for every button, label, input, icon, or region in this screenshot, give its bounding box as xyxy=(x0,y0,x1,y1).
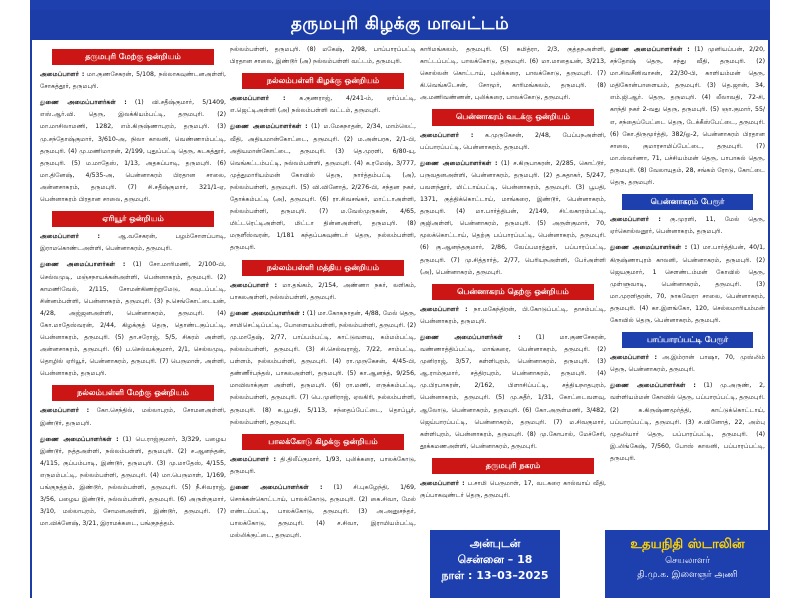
deputy-organisers-text: (1) வி.சதீஷ்குமார், 5/1409, எஸ்.ஆர்.வி. தெரு, இலக்கியம்பட்டி, தருமபுரி. (2) மா.மாசிலாமணி, 1282, எம்.கிருஷ்ணாபுரம், தருமபுரி. (3) மு.சந்தோஷ்குமார், 3/610-அ, நிலா காலனி, வெண்ணாம்பட்டி, தருமபுரி. (4) மு.மணிமாறன், 2/199, புதுப்பட்டி தெரு, கடகத்தூர், தருமபுரி. (5) ம.மாதேஸ், 1/13, அதகப்பாடி, தருமபுரி. (6) மா.தினேஷ், 4/535-அ, பென்னாகரம் பிரதான சாலை, அன்னசாகரம், தருமபுரி. (7) சி.சதீஷ்குமார், 321/1-ஏ, பென்னாகரம் பிரதான சாலை, தருமபுரி. xyxy=(40,99,226,204)
deputy-organisers-text: (1) பெ.ராஜ்குமார், 3/329, பழைய இண்டூர், நத்தஅள்ளி, நல்லம்பள்ளி, தருமபுரி. (2) ச.ஆனந்தன், 4/115, குப்பம்பாடி, இண்டூர், தருமபுரி. (3) மு.மாதேஸ், 4/155, எருமம்பட்டி, நல்லம்பள்ளி, தருமபுரி. (4) மா.பெருமாள், 1/169, பங்குநத்தம், இண்டூர், நல்லம்பள்ளி, தருமபுரி. (5) நீ.சிவராஜ், 3/56, பழைய இண்டூர், நல்லம்பள்ளி, தருமபுரி. (6) அருள்குமார், 3/10, மல்லாபுரம், சோமனஅள்ளி, இண்டூர், தருமபுரி. (7) மா.விக்னேஷ், 3/21, இராமக்கடை, பங்குநத்தம். xyxy=(40,435,227,528)
deputy-organisers-label: துணை அமைப்பாளர்கள் : xyxy=(420,159,498,167)
footer-date: நாள் : 13–03–2025 xyxy=(441,569,549,582)
deputy-organisers-paragraph xyxy=(230,482,416,542)
deputy-organisers-label: துணை அமைப்பாளர்கள் : xyxy=(610,244,688,252)
organiser-paragraph xyxy=(610,44,765,189)
deputy-organisers-text: (1) சி.புகழேந்தி, 1/69, சொக்கன்கொட்டாய், பாலக்கோடு, தருமபுரி. (2) கை.சிவா, மேல் எண்டப்பட்டி, பாலக்கோடு, தருமபுரி. (3) அ.அனுசந்தர், பாலக்கோடு, தருமபுரி. (4) ச.சிவா, இராமியம்பட்டி, மல்லிக்குட்டை, தருமபுரி. xyxy=(230,484,416,540)
footer-right-block xyxy=(605,530,770,598)
deputy-organisers-paragraph xyxy=(610,380,765,465)
organiser-label: அமைப்பாளர் : xyxy=(610,354,657,362)
section-heading: பென்னாகரம் பேரூர் xyxy=(622,194,753,210)
organiser-paragraph xyxy=(40,231,226,255)
organiser-text: அ.இம்ரான் பாஷா, 70, முஸ்லிம் தெரு, பென்னாகரம், தருமபுரி. xyxy=(610,354,765,374)
section-4-2 xyxy=(610,194,765,327)
organiser-label: அமைப்பாளர் : xyxy=(230,281,277,289)
organiser-paragraph xyxy=(230,93,416,117)
section-heading: பாப்பாரப்பட்டி பேரூர் xyxy=(622,332,753,348)
organiser-paragraph xyxy=(420,478,606,502)
deputy-organisers-text: (1) மு.அருண், 2, வள்ளியம்மன் கோவில் தெரு, பப்பாரப்பட்டி, தருமபுரி. (2) க.கிருஷ்ணமூர்த்தி, காட்டுக்கொட்டாய், பப்பாரப்பட்டி, தருமபுரி. (3) ச.வினோத், 22, அம்பு முதலியார் தெரு, பப்பாரப்பட்டி, தருமபுரி. (4) இ.லிங்கேஷ், 7/560, போஸ் காலனி, பப்பாரப்பட்டி, தருமபுரி. xyxy=(610,382,765,462)
section-1-1 xyxy=(40,49,226,206)
section-heading: ஏரியூர் ஒன்றியம் xyxy=(52,211,214,227)
organiser-text: கோ.செந்தில், மல்லாபுரம், சோமனஅள்ளி, இண்டூர், தருமபுரி. xyxy=(40,407,226,427)
section-heading: நல்லம்பள்ளி மத்திய ஒன்றியம் xyxy=(242,260,404,276)
deputy-organisers-paragraph xyxy=(230,308,416,429)
section-2-3 xyxy=(230,260,416,429)
organiser-text: ஆ.வசேகரன், பழம்சோளப்பாடி, இராமகொண்டஅள்ளி, பென்னாகரம், தருமபுரி. xyxy=(40,233,226,253)
organiser-paragraph xyxy=(230,454,416,478)
page-title: தருமபுரி கிழக்கு மாவட்டம் xyxy=(30,10,770,40)
organiser-label: அமைப்பாளர் : xyxy=(40,233,101,241)
organiser-label: அமைப்பாளர் : xyxy=(40,407,90,415)
organiser-text: காரிமங்கலம், தருமபுரி. (5) சுமித்ரா, 2/3, குத்தநஅள்ளி, காட்டப்பட்டி, பாலக்கோடு, தருமபுரி. (6) மா.மாதையன், 3/213, கொல்லன் கொட்டாய், புலிக்கரை, பாலக்கோடு, தருமபுரி. (7) கி.வெங்கடேசன், சோமூர், காரிமங்கலம், தருமபுரி. (8) அ.மணிவண்ணன், புலிக்கரை, பாலக்கோடு, தருமபுரி. xyxy=(420,46,606,102)
deputy-organisers-paragraph xyxy=(230,121,416,254)
organiser-text: க.குணராஜ், 4/241-ம், ஏர்ப்பட்டி, எ.ஜெட்டிஅள்ளி (அ) நல்லம்பள்ளி வட்டம், தருமபுரி. xyxy=(230,95,416,115)
section-4-1 xyxy=(610,44,765,189)
organiser-label: அமைப்பாளர் : xyxy=(230,455,277,463)
deputy-organisers-paragraph xyxy=(420,332,606,453)
deputy-organisers-text: (1) மா.குணசேகரன், வண்ணாத்திப்பட்டி, மாங்கரை, பென்னாகரம், தருமபுரி. (2) முனிராஜ், 3/57, கள்ளிபுரம், பென்னாகரம், தருமபுரி. (3) ஆ.ராம்குமார், சத்திரபுரம், பென்னாகரம், தருமபுரி. (4) மு.பிரபாகரன், 2/162, பிளாசிப்பட்டி, சத்தியநாதபுரம், பென்னாகரம், தருமபுரி. (5) மு.சுதீர், 1/31, கோட்டைவளவு, ஆலோடு, பென்னாகரம், தருமபுரி. (6) கோ.அருள்மணி, 3/482, ஜெய்பாரப்பட்டி, பென்னாகரம், தருமபுரி. (7) ம.சிவகுமார், கள்ளிபுரம், பென்னாகரம், தருமபுரி. (8) மு.கோபால், மேச்சேரி, தூக்கமணஅள்ளி, பென்னாகரம், தருமபுரி. xyxy=(420,333,607,450)
signatory-name: உதயநிதி ஸ்டாலின் xyxy=(630,537,745,552)
deputy-organisers-text: (1) மா.பார்த்திபன், 40/1, கிருஷ்ணாபுரம் காலனி, பென்னாகரம், தருமபுரி. (2) ஜெயகுமார், 1 சௌண்டம்மன் கோவில் தெரு, முள்ளுவாடி, பென்னாகரம், தருமபுரி. (3) மா.முரளிதரன், 70, நாகவேரா சாலை, பென்னாகரம், தருமபுரி. (4) கா.இளங்கோ, 120, செல்லமாரியம்மன் கோவில் தெரு, பென்னாகரம், தருமபுரி. xyxy=(610,244,765,324)
section-3-4 xyxy=(420,458,606,502)
footer-place: சென்னை – 18 xyxy=(457,553,533,566)
deputy-organisers-text: (1) ச.கிருபாகரன், 2/285, கொட்டூர், பருவதனஅள்ளி, பென்னாகரம், தருமபுரி. (2) த.சுதாகர், 5/247, பவளந்தூர், மிட்டாய்பட்டி, பென்னாகரம், தருமபுரி. (3) பூபதி, 1371, குத்திக்கொட்டாய், மாங்கரை, இண்டூர், பென்னாகரம், தருமபுரி. (4) மா.பார்த்திபன், 2/149, சிட்லகாரம்பட்டி, குஜிஅள்ளி, பென்னாகரம், தருமபுரி. (5) அருள்குமார், 70, மூலக்கொட்டாய், தெற்கு பப்பாரப்பட்டி, பென்னாகரம், தருமபுரி. (6) கு.ஆனந்தகுமார், 2/86, வேப்பமரத்தூர், பப்பாரப்பட்டி, தருமபுரி. (7) மு.சித்தார்த், 2/77, பெரியநஅள்ளி, பேர்அள்ளி (அ), பென்னாகரம், தருமபுரி. xyxy=(420,159,606,276)
column-4 xyxy=(610,44,765,470)
section-3-2 xyxy=(420,109,606,278)
footer-greeting: அன்புடன் xyxy=(469,537,521,550)
organiser-text: நல்லம்பள்ளி, தருமபுரி. (8) மகேஷ், 2/98, பாப்பாரப்பட்டி பிரதான சாலை, இண்டூர் (அ) நல்லம்பள்ளி வட்டம், தருமபுரி. xyxy=(230,46,416,66)
deputy-organisers-label: துணை அமைப்பாளர்கள் : xyxy=(40,435,119,443)
section-heading: நல்லம்பள்ளி கிழக்கு ஒன்றியம் xyxy=(242,73,404,89)
deputy-organisers-paragraph xyxy=(40,434,226,531)
deputy-organisers-paragraph xyxy=(610,242,765,327)
organiser-text: தி.திலீப்குமார், 1/93, புலிக்கரை, பாலக்கோடு, தருமபுரி. xyxy=(230,455,416,475)
organiser-paragraph xyxy=(420,304,606,328)
column-3 xyxy=(420,44,606,507)
organiser-text: மா.குணசேகரன், 5/108, நல்லாகவுண்டனஅள்ளி, சோகத்தூர், தருமபுரி. xyxy=(40,71,226,91)
section-1-2 xyxy=(40,211,226,380)
footer-left-block xyxy=(430,530,560,598)
deputy-organisers-paragraph xyxy=(40,259,226,380)
deputy-organisers-text: (1) மா.கோகநாதன், 4/88, மேல் தெரு, சாமிசெட்டிப்பட்டி, போளையம்பள்ளி, நல்லம்பள்ளி, தருமபுரி. (2) மு.மாதேஷ், 2/77, பாப்பம்பட்டி, காட்டுவளவு, கம்மம்பட்டி, நல்லம்பள்ளி, தருமபுரி. (3) சி.செல்வராஜ், 7/22, சாம்பட்டி, பள்ளம், நல்லம்பள்ளி, தருமபுரி. (4) ரா.முருகேசன், 4/45-பி, தண்ணீர்பந்தல், பாகலஅள்ளி, தருமபுரி. (5) கா.ஆனந்த், 9/256, மாவிலாக்குள அள்ளி, தருமபுரி. (6) ரா.மணி, எருக்கம்பட்டி, நல்லம்பள்ளி, தருமபுரி. (7) பெ.முனிராஜ், ஏலகிரி, நல்லம்பள்ளி, தருமபுரி. (8) க.பூபதி, 5/113, சந்தைப்பேட்டை, தொப்பூர், நல்லம்பள்ளி, தருமபுரி. xyxy=(230,309,417,426)
organiser-text: க.முருகேசன், 2/48, பேப்பநஅள்ளி, பப்பாரப்பட்டி, பென்னாகரம், தருமபுரி. xyxy=(420,131,606,151)
footer xyxy=(430,530,770,598)
deputy-organisers-label: துணை அமைப்பாளர்கள் : xyxy=(40,99,127,107)
organiser-paragraph xyxy=(40,405,226,429)
section-2-4 xyxy=(230,434,416,543)
signatory-organization: தி.மு.க. இளைஞர் அணி xyxy=(637,570,738,580)
deputy-organisers-paragraph xyxy=(420,158,606,279)
footer-gap xyxy=(560,530,605,598)
section-heading: பென்னாகரம் வடக்கு ஒன்றியம் xyxy=(432,109,594,125)
deputy-organisers-label: துணை அமைப்பாளர்கள் : xyxy=(230,309,305,317)
organiser-paragraph xyxy=(420,44,606,104)
organiser-label: அமைப்பாளர் : xyxy=(420,305,468,313)
organiser-text: (1) முனியப்பன், 2/20, சந்தோஷ் தெரு, சந்து வீதி, தருமபுரி. (2) மா.சிவசீனிவாசன், 22/30-பி, காளியம்மன் தெரு, மதிகோன்பாளையம், தருமபுரி. (3) தெ.ஜான், 34, எம்.ஜி.ஆர். தெரு, தருமபுரி. (4) லீலாவதி, 72-சி, காந்தி நகர் 2-வது தெரு, தருமபுரி. (5) ஞா.குமார், 55/எ, சந்தைப்பேட்டை தெரு, டேக்கீஸ்பேட்டை, தருமபுரி. (6) கோ.திருமூர்த்தி, 382/ஓ-2, பென்னாகரம் பிரதான சாலை, குமாரசாமிப்பேட்டை, தருமபுரி. (7) மா.ஸ்வர்ணா, 71, பச்சியம்மன் தெரு, பாபாகல் தெரு, தருமபுரி. (8) வேலாயுதம், 28, சங்கம் ரோடு, கோட்டை தெரு, தருமபுரி. xyxy=(610,46,765,187)
section-heading: தருமபுரி நகரம் xyxy=(432,458,594,474)
organiser-paragraph xyxy=(230,280,416,304)
organiser-paragraph xyxy=(610,352,765,376)
organiser-text: நா.மகேந்திரன், பி.கோடுப்பட்டி, தாசம்பட்டி, பென்னாகரம், தருமபுரி. xyxy=(420,305,607,325)
section-heading: பென்னாகரம் தெற்கு ஒன்றியம் xyxy=(432,284,594,300)
section-3-1 xyxy=(420,44,606,104)
section-3-3 xyxy=(420,284,606,453)
deputy-organisers-label: துணை அமைப்பாளர்கள் : xyxy=(610,382,696,390)
section-2-2 xyxy=(230,73,416,254)
deputy-organisers-label: துணை அமைப்பாளர்கள் : xyxy=(420,333,521,341)
organiser-label: அமைப்பாளர் : xyxy=(420,131,474,139)
column-2 xyxy=(230,44,416,547)
organiser-paragraph xyxy=(420,130,606,154)
section-1-3 xyxy=(40,385,226,530)
organiser-label: அமைப்பாளர் : xyxy=(610,216,661,224)
deputy-organisers-paragraph xyxy=(40,97,226,206)
deputy-organisers-label: துணை அமைப்பாளர்கள் : xyxy=(40,261,126,269)
section-2-1 xyxy=(230,44,416,68)
deputy-organisers-text: (1) சோ.மாரிமணி, 2/100-பி, செல்லமுடி, மஞ்சநாயக்கன்அள்ளி, பென்னாகரம், தருமபுரி. (2) காமணிவேல், 2/115, சோமன்கிணற்றுமேடு, கவுடப்பட்டி, சின்னம்பள்ளி, பென்னாகரம், தருமபுரி. (3) ந.செங்கோட்டையன், 4/28, அஜ்ஜனஅள்ளி, பென்னாகரம், தருமபுரி. (4) கோ.மாதேஸ்வரன், 2/44, கிழக்குத் தெரு, தொண்டகுப்பட்டி, பென்னாகரம், தருமபுரி. (5) தா.சரோஜ், 5/5, சிகரம் அள்ளி, அன்னசாகரம், தருமபுரி. (6) ப.செல்வக்குமார், 2/1, செல்லமுடி, தொழில் ஏரியூர், பென்னாகரம், தருமபுரி. (7) பெருமாள், அள்ளி, பென்னாகரம், தருமபுரி. xyxy=(40,261,226,378)
deputy-organisers-text: (1) ம.மேகநாதன், 2/34, மாம்லெட், வீதி, அதியமான்கோட்டை, தருமபுரி. (2) ம.அன்பரசு, 2/1-பி, அதியமான்கோட்டை, தருமபுரி. (3) தெ.முரளி, 6/80-யு, வெங்கட்டம்பட்டி, நல்லம்பள்ளி, தருமபுரி. (4) க.ரமேஷ், 3/777, முத்துமாரியம்மன் கோவில் தெரு, நார்த்தம்பட்டி (அ), நல்லம்பள்ளி, தருமபுரி. (5) வி.வினோத், 2/276-பி, சந்தன நகர், தோக்கம்பட்டி (அ), தருமபுரி. (6) ரா.சிவசங்கர், மாட்டாஅள்ளி, நல்லம்பள்ளி, தருமபுரி. (7) ம.வேல்முருகன், 4/65, மிட்டரெட்டிஅள்ளி, மிட்டா தின்னஅள்ளி, தருமபுரி. (8) மருளீஸ்வரன், 1/181 கந்தப்பகவுண்டர் தெரு, நல்லம்பள்ளி, தருமபுரி. xyxy=(230,123,417,252)
deputy-organisers-label: துணை அமைப்பாளர்கள் : xyxy=(230,123,308,131)
organiser-label: துணை அமைப்பாளர்கள் : xyxy=(610,46,690,53)
section-heading: நல்லம்பள்ளி மேற்கு ஒன்றியம் xyxy=(52,385,214,401)
deputy-organisers-label: துணை அமைப்பாளர்கள் : xyxy=(230,484,323,491)
organiser-text: மா.தங்கம், 2/154, அண்ணா நகர், லளிகம், பாகலஅள்ளி, நல்லம்பள்ளி, தருமபுரி. xyxy=(230,281,417,301)
organiser-label: அமைப்பாளர் : xyxy=(230,95,286,103)
top-bar xyxy=(30,0,770,10)
organiser-label: அமைப்பாளர் : xyxy=(420,480,465,487)
organiser-paragraph xyxy=(610,214,765,238)
signatory-role: செயலாளர் xyxy=(665,556,710,566)
organiser-text: கு.முரளி, 11, மேல் தெரு, ஏர்கொல்லனூர், பென்னாகரம், தருமபுரி. xyxy=(610,216,765,236)
organiser-paragraph xyxy=(40,69,226,93)
section-heading: பாலக்கோடு கிழக்கு ஒன்றியம் xyxy=(242,434,404,450)
section-heading: தருமபுரி மேற்கு ஒன்றியம் xyxy=(52,49,214,65)
organiser-label: அமைப்பாளர் : xyxy=(40,71,85,79)
section-4-3 xyxy=(610,332,765,465)
organiser-text: ப.சாமி பெருமாள், 17, வடகரை கால்வாய் வீதி, குப்பாகவுண்டர் தெரு, தருமபுரி. xyxy=(420,480,607,500)
organiser-paragraph xyxy=(230,44,416,68)
column-1 xyxy=(40,44,226,535)
